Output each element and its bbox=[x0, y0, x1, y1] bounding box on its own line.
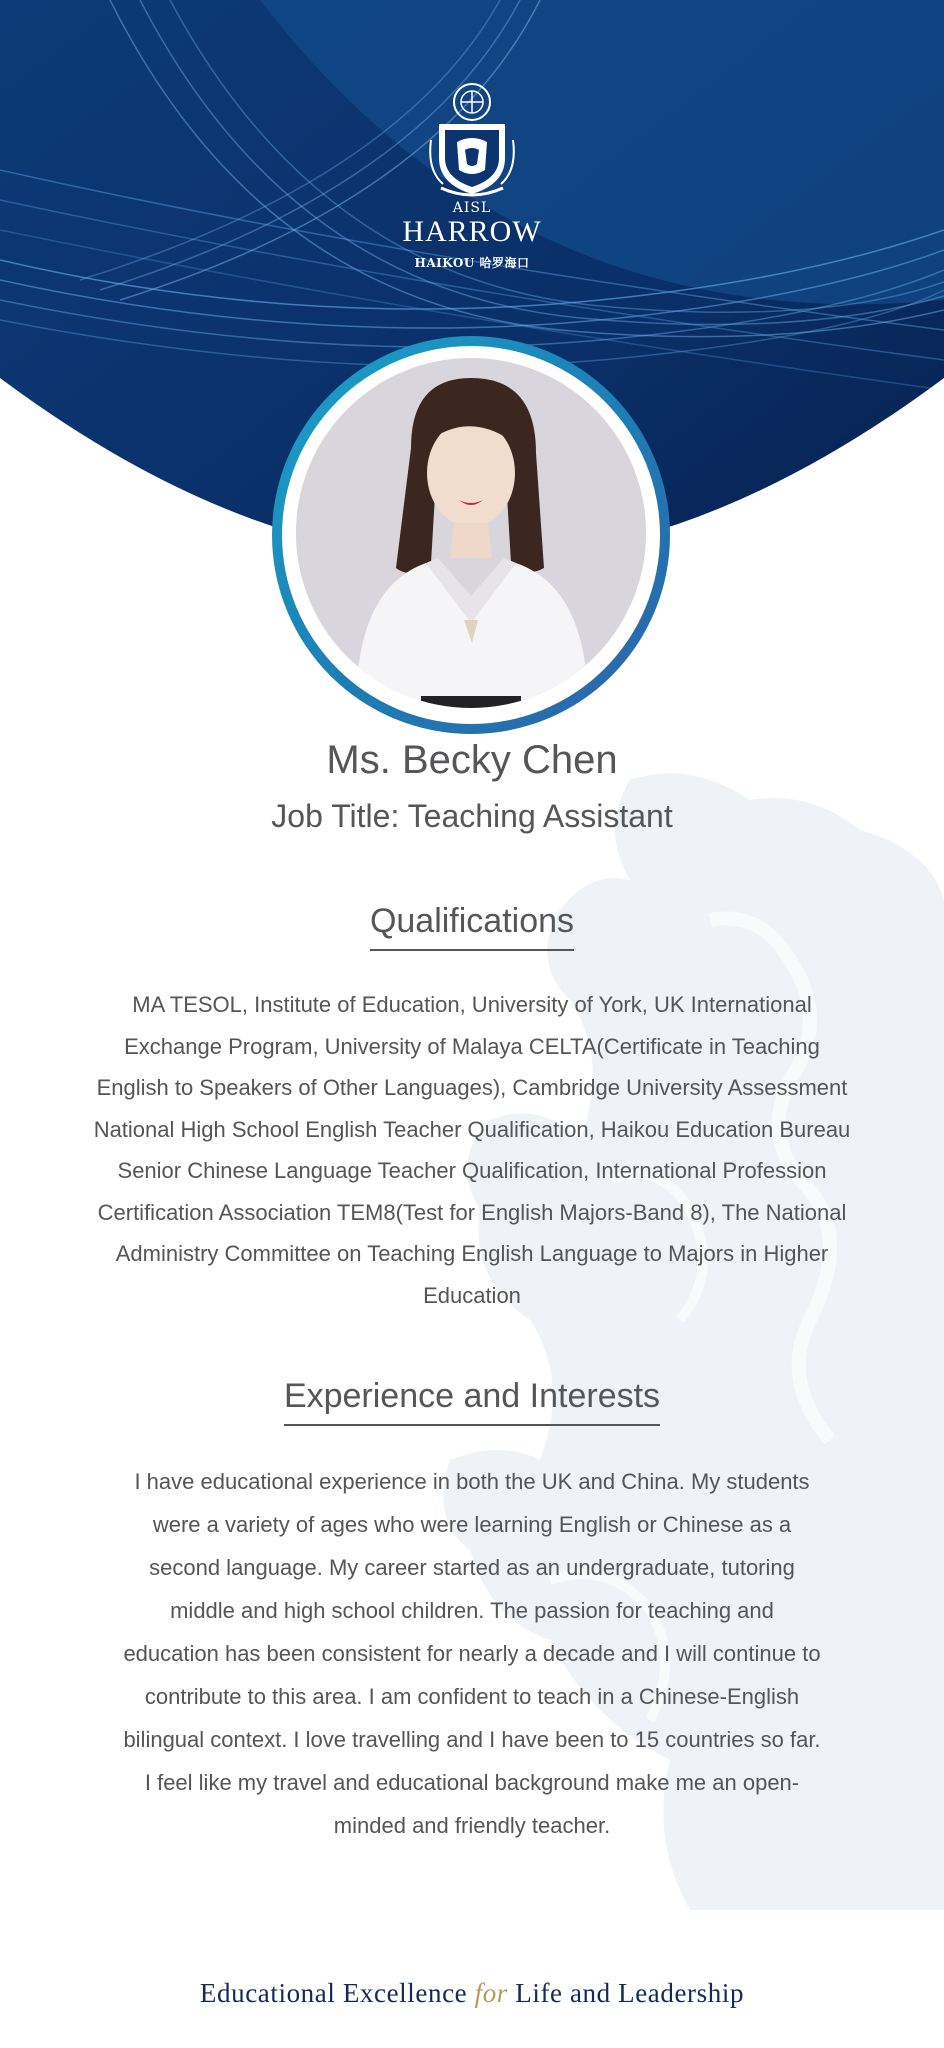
tagline-before: Educational Excellence bbox=[199, 1978, 475, 2008]
logo-haikou: HAIKOU 哈罗海口 bbox=[414, 256, 530, 270]
experience-heading bbox=[0, 1377, 944, 1426]
school-logo bbox=[372, 80, 572, 271]
logo-aisl: AISL bbox=[452, 200, 492, 216]
crest-icon bbox=[427, 80, 517, 198]
job-title: Job Title: Teaching Assistant bbox=[271, 798, 673, 834]
experience-heading-text: Experience and Interests bbox=[284, 1377, 660, 1426]
teacher-name: Ms. Becky Chen bbox=[326, 738, 618, 782]
tagline-after: Life and Leadership bbox=[507, 1978, 745, 2008]
portrait-photo bbox=[296, 358, 646, 708]
tagline-for: for bbox=[474, 1978, 508, 2008]
logo-harrow: HARROW bbox=[402, 215, 542, 248]
experience-text: I have educational experience in both the UK and China. My students were a variety of ages who were learning English or Chinese as a second language. My career started as an undergraduate, tutoring middle and high school children. The passion for teaching and education has been consistent for nearly a decade and I will continue to contribute to this area. I am confident to teach in a Chinese-English bilingual context. I love travelling and I have been to 15 countries so far. I feel like my travel and educational background make me an open-minded and friendly teacher. bbox=[123, 1469, 821, 1838]
qualifications-heading bbox=[0, 902, 944, 951]
qualifications-text: MA TESOL, Institute of Education, University of York, UK International Exchange Program, University of Malaya CELTA(Certificate in Teaching English to Speakers of Other Languages), Cambridge University Assessment National High School English Teacher Qualification, Haikou Education Bureau Senior Chinese Language Teacher Qualification, International Profession Certification Association TEM8(Test for English Majors-Band 8), The National Administry Committee on Teaching English Language to Majors in Higher Education bbox=[93, 992, 851, 1308]
school-tagline bbox=[0, 1978, 944, 2009]
qualifications-heading-text: Qualifications bbox=[370, 902, 574, 951]
